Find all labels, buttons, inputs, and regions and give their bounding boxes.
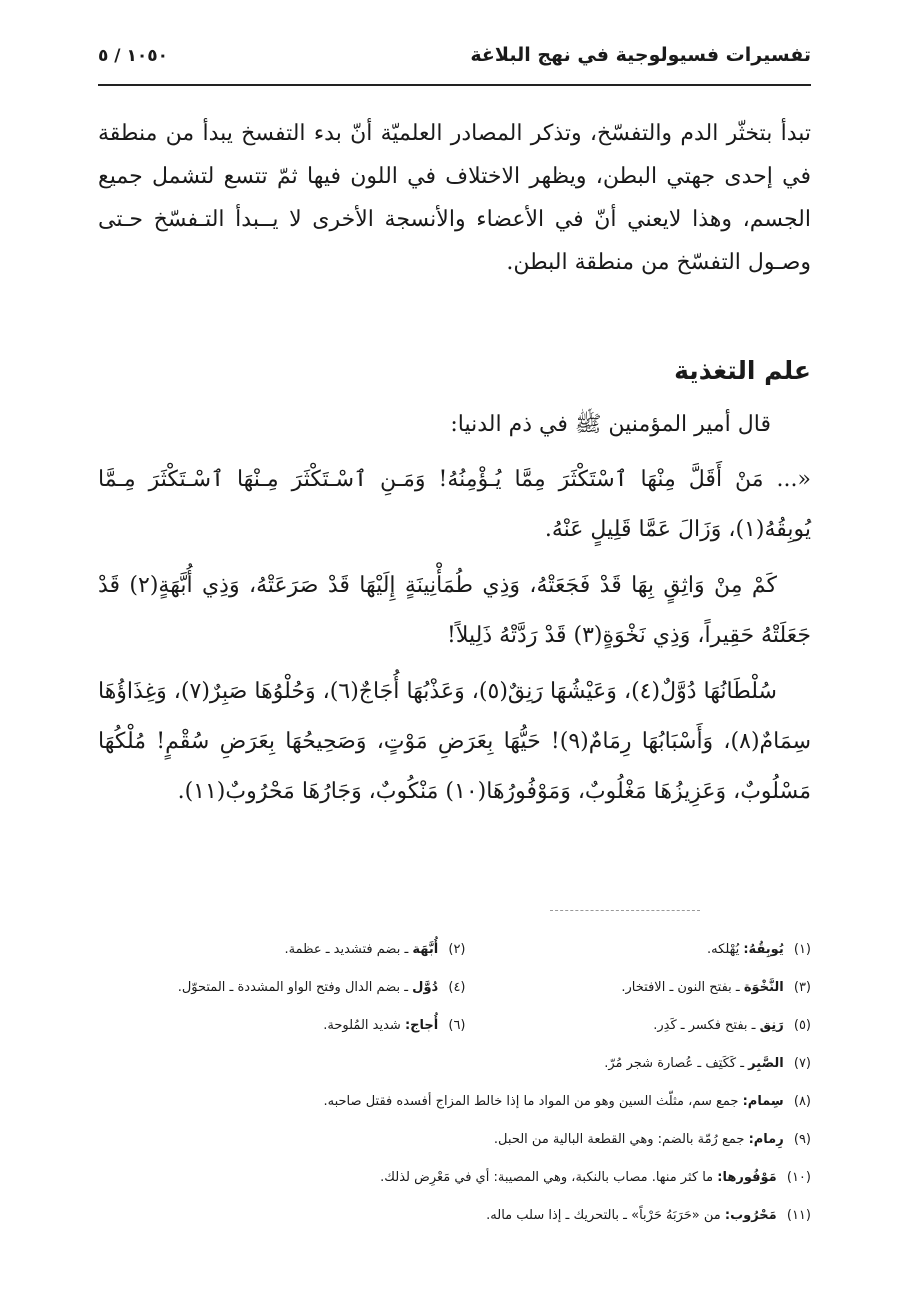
footnotes [120,930,811,1234]
footnote-number: (١٠) [786,1169,811,1185]
footnote-item [120,1018,466,1033]
footnote-item [120,1170,811,1185]
footnote-number: (٦) [448,1017,466,1033]
footnote-number: (٩) [793,1131,811,1147]
footnote-term: يُوبِقُهُ: [743,941,784,957]
page-header [98,38,811,86]
footnote-row [120,1082,811,1120]
footnote-term: مَحْرُوب: [724,1207,777,1223]
footnote-item [466,1018,812,1033]
footnote-text: ما كثر منها. مصاب بالنكبة، وهي المصيبة: أي في مَعْرِض لذلك. [380,1169,718,1185]
footnote-text: من «حَرَبَهُ حَرْباً» ـ بالتحريك ـ إذا سلب ماله. [486,1207,725,1223]
footnote-text: ـ بفتح النون ـ الافتخار. [621,979,744,995]
footnote-item [466,980,812,995]
footnote-item [120,942,466,957]
footnote-term: النَّخْوَة [743,979,784,995]
footnote-item [120,1056,811,1071]
footnote-row [120,1120,811,1158]
footnote-number: (٢) [448,941,466,957]
footnote-row [120,1158,811,1196]
footnote-term: أُبَّهَة [412,941,439,957]
footnote-text: جمع رُمّة بالضم: وهي القطعة البالية من الحبل. [493,1131,749,1147]
footnote-text: ـ بفتح فكسر ـ كَدِر. [653,1017,760,1033]
footnote-number: (٤) [448,979,466,995]
footnote-text: يُهْلكه. [707,941,744,957]
footnote-number: (٥) [793,1017,811,1033]
sermon-quote [98,455,811,823]
footnote-text: ـ كَكَتِف ـ عُصارة شجر مُرّ. [604,1055,749,1071]
quote-paragraph-1: «... مَنْ أَقَلَّ مِنْهَا ٱسْتَكْثَرَ مِمَّا يُـؤْمِنُهُ! وَمَـنِ ٱسْـتَكْثَرَ مِـنْهَا ٱسْـتَكْثَرَ مِـمَّا يُوبِقُهُ(١)، وَزَالَ عَمَّا قَلِيلٍ عَنْهُ. [98,467,811,542]
quote-paragraph-2: كَمْ مِنْ وَاثِقٍ بِهَا قَدْ فَجَعَتْهُ، وَذِي طُمَأْنِينَةٍ إِلَيْهَا قَدْ صَرَعَتْهُ، وَذِي أُبَّهَةٍ(٢) قَدْ جَعَلَتْهُ حَقِيراً، وَذِي نَخْوَةٍ(٣) قَدْ رَدَّتْهُ ذَلِيلاً! [98,573,811,648]
footnote-number: (١) [793,941,811,957]
footnote-row [120,930,811,968]
running-title: تفسيرات فسيولوجية في نهج البلاغة [470,44,811,66]
footnote-separator [550,910,700,911]
footnote-item [120,1094,811,1109]
footnote-number: (١١) [786,1207,811,1223]
quote-paragraph-3: سُلْطَانُهَا دُوَّلٌ(٤)، وَعَيْشُهَا رَنِقٌ(٥)، وَعَذْبُهَا أُجَاجٌ(٦)، وَحُلْوُهَا صَبِرٌ(٧)، وَغِذَاؤُهَا سِمَامٌ(٨)، وَأَسْبَابُهَا رِمَامٌ(٩)! حَيُّهَا بِعَرَضِ مَوْتٍ، وَصَحِيحُهَا بِعَرَضِ سُقْمٍ! مُلْكُهَا مَسْلُوبٌ، وَعَزِيزُهَا مَغْلُوبٌ، وَمَوْفُورُهَا(١٠) مَنْكُوبٌ، وَجَارُهَا مَحْرُوبٌ(١١). [98,679,811,804]
intro-text: تبدأ بتخثّر الدم والتفسّخ، وتذكر المصادر العلميّة أنّ بدء التفسخ يبدأ من منطقة في إحدى جهتي البطن، ويظهر الاختلاف في اللون فيها ثمّ تتسع لتشمل جميع الجسم، وهذا لايعني أنّ في الأعضاء والأنسجة الأخرى لا يــبدأ التـفسّخ حـتى وصـول التفسّخ من منطقة البطن. [98,121,811,275]
footnote-term: أُجاج: [404,1017,439,1033]
page-number: ١٠٥٠ / ٥ [98,46,168,66]
footnote-text: ـ بضم فتشديد ـ عظمة. [284,941,413,957]
footnote-item [466,942,812,957]
footnote-term: دُوَّل [412,979,439,995]
footnote-item [120,1208,811,1223]
footnote-row [120,968,811,1006]
footnote-term: سِمام: [742,1093,784,1109]
footnote-row [120,1196,811,1234]
intro-paragraph [98,112,811,284]
footnote-number: (٣) [793,979,811,995]
footnote-text: جمع سم، مثلّث السين وهو من المواد ما إذا خالط المزاج أفسده فقتل صاحبه. [323,1093,743,1109]
footnote-number: (٧) [793,1055,811,1071]
quote-introduction: قال أمير المؤمنين ﷺ في ذم الدنيا: [450,412,771,437]
footnote-term: مَوْفُورها: [717,1169,777,1185]
footnote-row [120,1044,811,1082]
footnote-number: (٨) [793,1093,811,1109]
footnote-item [120,1132,811,1147]
footnote-text: ـ بضم الدال وفتح الواو المشددة ـ المتحوّل. [177,979,413,995]
footnote-term: رِمام: [748,1131,784,1147]
section-heading: علم التغذية [674,356,811,385]
footnote-row [120,1006,811,1044]
footnote-text: شديد المُلوحة. [323,1017,405,1033]
footnote-item [120,980,466,995]
footnote-term: رَنِق [759,1017,784,1033]
footnote-term: الصَّبِر [748,1055,784,1071]
